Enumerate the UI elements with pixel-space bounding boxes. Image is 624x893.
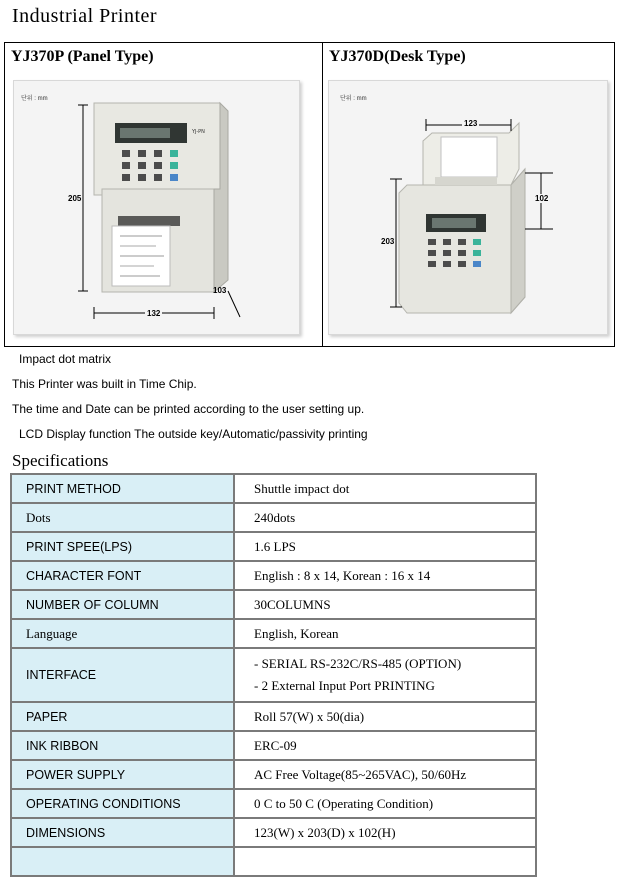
table-row	[11, 532, 536, 561]
spec-value: 240dots	[234, 503, 536, 532]
panel-printer-photo	[13, 80, 300, 335]
product-desk-type	[323, 43, 614, 346]
spec-label	[11, 847, 234, 876]
badge-text: YJ-PN	[192, 129, 205, 135]
spec-label: PRINT METHOD	[11, 474, 234, 503]
dim-depth-label: 203	[381, 237, 395, 246]
table-row	[11, 702, 536, 731]
spec-value: Shuttle impact dot	[234, 474, 536, 503]
spec-value	[234, 847, 536, 876]
spec-label: POWER SUPPLY	[11, 760, 234, 789]
spec-value-line: - SERIAL RS-232C/RS-485 (OPTION)	[254, 656, 462, 671]
spec-value: Roll 57(W) x 50(dia)	[234, 702, 536, 731]
dim-height-label: 102	[535, 194, 549, 203]
dim-width-label: 123	[464, 119, 478, 128]
spec-label: Language	[11, 619, 234, 648]
product-name: YJ370P (Panel Type)	[11, 48, 154, 65]
spec-label: CHARACTER FONT	[11, 561, 234, 590]
spec-label: INK RIBBON	[11, 731, 234, 760]
unit-label: 단위 : mm	[340, 96, 367, 102]
unit-label: 단위 : mm	[21, 96, 48, 102]
spec-value: AC Free Voltage(85~265VAC), 50/60Hz	[234, 760, 536, 789]
table-row	[11, 619, 536, 648]
spec-value: English, Korean	[234, 619, 536, 648]
product-name: YJ370D(Desk Type)	[329, 48, 466, 65]
spec-label: PRINT SPEE(LPS)	[11, 532, 234, 561]
spec-label: PAPER	[11, 702, 234, 731]
panel-printer-illustration	[14, 81, 299, 334]
table-row	[11, 561, 536, 590]
product-panel-type	[5, 43, 323, 346]
table-row	[11, 731, 536, 760]
spec-table	[10, 473, 537, 877]
dim-depth-label: 103	[213, 286, 227, 295]
spec-value: 1.6 LPS	[234, 532, 536, 561]
table-row	[11, 474, 536, 503]
table-row	[11, 760, 536, 789]
spec-value-line: - 2 External Input Port PRINTING	[254, 678, 435, 693]
spec-label: DIMENSIONS	[11, 818, 234, 847]
spec-value: 30COLUMNS	[234, 590, 536, 619]
feature-item: Impact dot matrix	[19, 352, 112, 366]
spec-label: OPERATING CONDITIONS	[11, 789, 234, 818]
table-row	[11, 590, 536, 619]
dim-height-label: 205	[68, 194, 82, 203]
spec-label: NUMBER OF COLUMN	[11, 590, 234, 619]
table-row	[11, 847, 536, 876]
spec-value: 0 C to 50 C (Operating Condition)	[234, 789, 536, 818]
feature-item: LCD Display function The outside key/Automatic/passivity printing	[19, 427, 368, 441]
table-row	[11, 789, 536, 818]
feature-item: This Printer was built in Time Chip.	[12, 377, 197, 391]
spec-label: Dots	[11, 503, 234, 532]
spec-value	[234, 648, 536, 702]
table-row	[11, 818, 536, 847]
desk-printer-photo	[328, 80, 608, 335]
spec-value: 123(W) x 203(D) x 102(H)	[234, 818, 536, 847]
dim-width-label: 132	[147, 309, 161, 318]
spec-value: English : 8 x 14, Korean : 16 x 14	[234, 561, 536, 590]
spec-value: ERC-09	[234, 731, 536, 760]
product-panel	[4, 42, 615, 347]
table-row	[11, 648, 536, 702]
spec-title: Specifications	[12, 451, 109, 470]
spec-label: INTERFACE	[11, 648, 234, 702]
table-row	[11, 503, 536, 532]
page-title: Industrial Printer	[12, 5, 158, 27]
feature-item: The time and Date can be printed according to the user setting up.	[12, 402, 365, 416]
